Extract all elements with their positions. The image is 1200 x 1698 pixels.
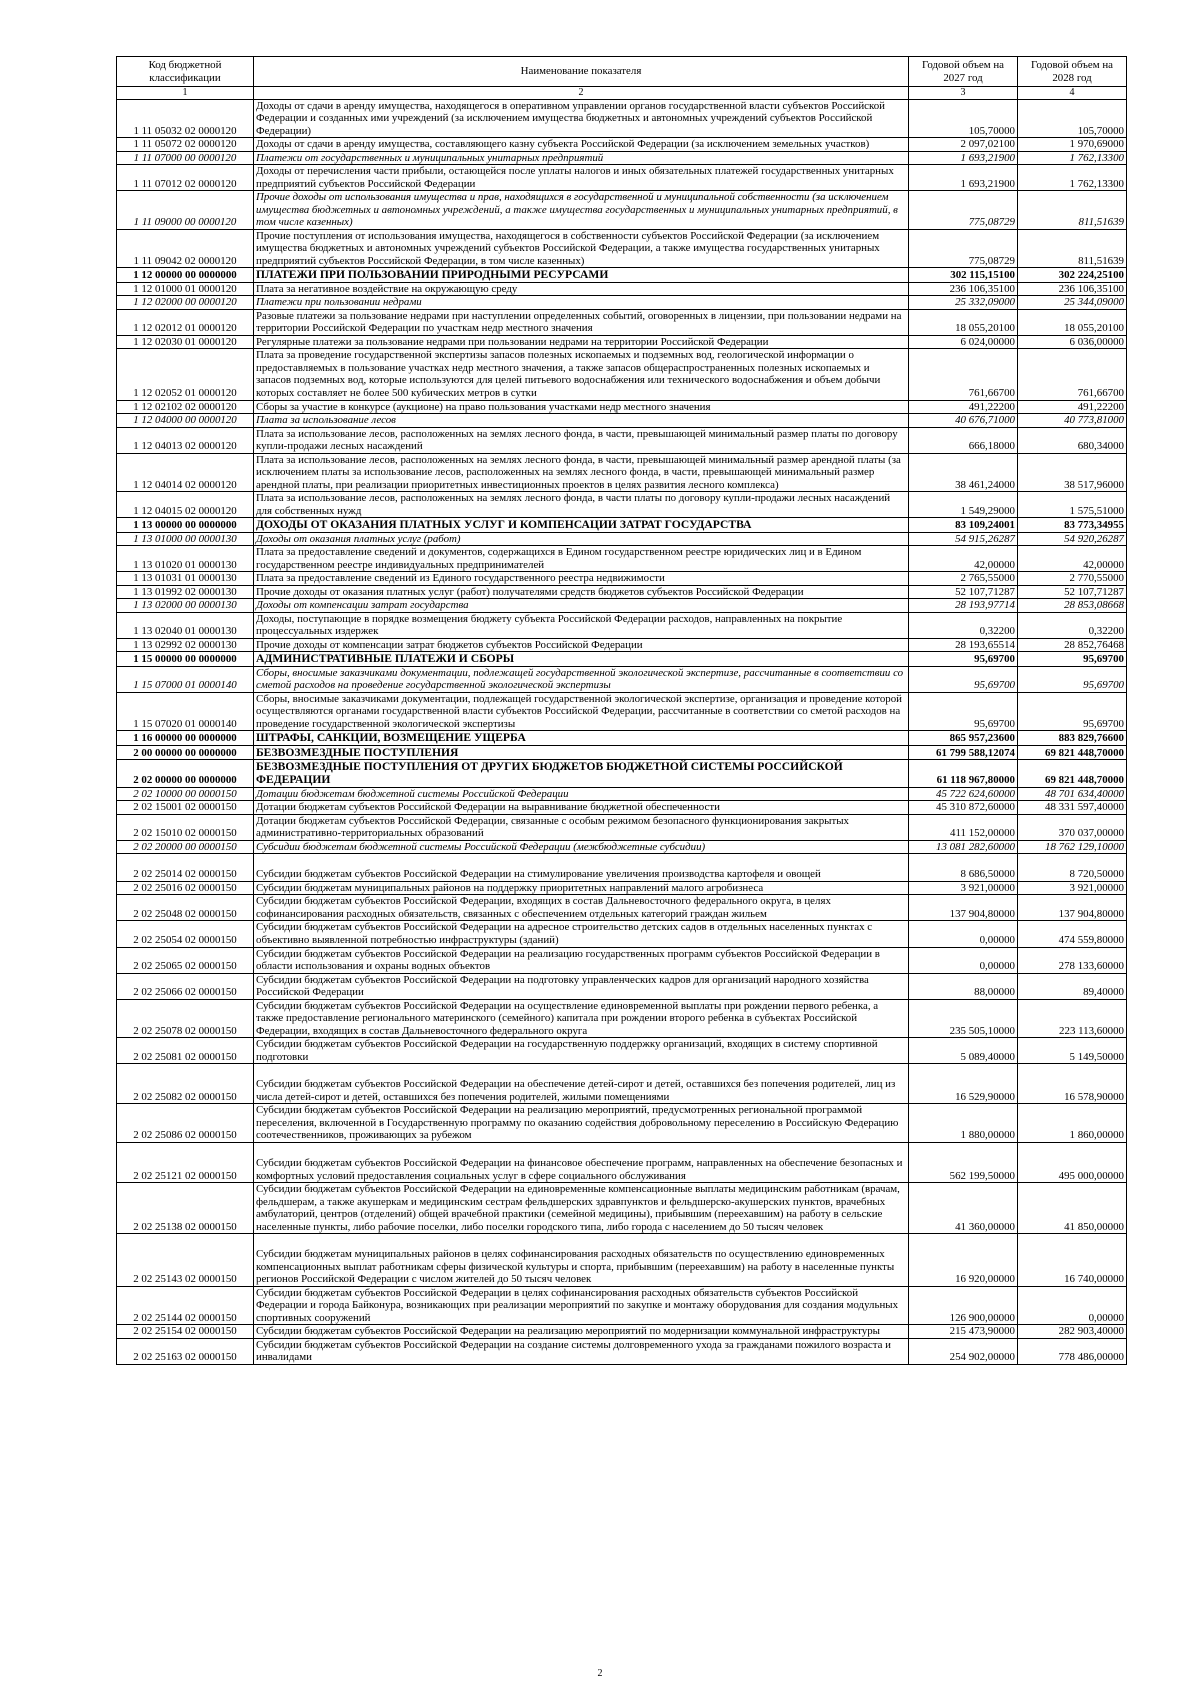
budget-code-cell: 2 02 25054 02 0000150 bbox=[117, 921, 254, 947]
value-2028-cell: 95,69700 bbox=[1018, 652, 1127, 666]
indicator-name-cell: Субсидии бюджетам субъектов Российской Федерации на создание системы долговременного ухода за гражданами пожилого возраста и инвалидами bbox=[254, 1338, 909, 1364]
budget-code-cell: 1 12 04014 02 0000120 bbox=[117, 453, 254, 492]
table-row bbox=[117, 760, 1127, 788]
budget-code-cell: 2 02 20000 00 0000150 bbox=[117, 840, 254, 854]
value-2028-cell: 282 903,40000 bbox=[1018, 1325, 1127, 1339]
value-2028-cell: 278 133,60000 bbox=[1018, 947, 1127, 973]
table-row bbox=[117, 296, 1127, 310]
value-2027-cell: 45 722 624,60000 bbox=[909, 787, 1018, 801]
table-row bbox=[117, 349, 1127, 400]
value-2027-cell: 61 799 588,12074 bbox=[909, 745, 1018, 759]
budget-code-cell: 1 12 02102 02 0000120 bbox=[117, 400, 254, 414]
indicator-name-cell: Прочие доходы от оказания платных услуг (работ) получателями средств бюджетов субъектов Российской Федерации bbox=[254, 585, 909, 599]
indicator-name-cell: Прочие доходы от компенсации затрат бюджетов субъектов Российской Федерации bbox=[254, 638, 909, 652]
table-row bbox=[117, 973, 1127, 999]
budget-code-cell: 2 02 25143 02 0000150 bbox=[117, 1234, 254, 1287]
value-2027-cell: 40 676,71000 bbox=[909, 414, 1018, 428]
budget-code-cell: 1 13 02000 00 0000130 bbox=[117, 599, 254, 613]
table-row bbox=[117, 638, 1127, 652]
table-row bbox=[117, 151, 1127, 165]
indicator-name-cell: ПЛАТЕЖИ ПРИ ПОЛЬЗОВАНИИ ПРИРОДНЫМИ РЕСУРСАМИ bbox=[254, 268, 909, 282]
table-row bbox=[117, 165, 1127, 191]
table-row bbox=[117, 1325, 1127, 1339]
indicator-name-cell: Разовые платежи за пользование недрами при наступлении определенных событий, оговоренных в лицензии, при пользовании недрами на территории Российской Федерации по участкам недр местного значения bbox=[254, 309, 909, 335]
budget-code-cell: 2 02 25163 02 0000150 bbox=[117, 1338, 254, 1364]
indicator-name-cell: Субсидии бюджетам субъектов Российской Федерации на обеспечение детей-сирот и детей, оставшихся без попечения родителей, лиц из числа детей-сирот и детей, оставшихся без попечения родителей, жилыми помещениями bbox=[254, 1064, 909, 1104]
table-row bbox=[117, 666, 1127, 692]
indicator-name-cell: Плата за использование лесов, расположенных на землях лесного фонда, в части, превышающей минимальный размер платы по договору купли-продажи лесных насаждений bbox=[254, 427, 909, 453]
value-2027-cell: 126 900,00000 bbox=[909, 1286, 1018, 1325]
value-2027-cell: 41 360,00000 bbox=[909, 1183, 1018, 1234]
header-2028: Годовой объем на 2028 год bbox=[1018, 57, 1127, 87]
value-2028-cell: 38 517,96000 bbox=[1018, 453, 1127, 492]
value-2028-cell: 42,00000 bbox=[1018, 546, 1127, 572]
value-2028-cell: 1 860,00000 bbox=[1018, 1104, 1127, 1143]
indicator-name-cell: Субсидии бюджетам субъектов Российской Федерации на реализацию государственных программ субъектов Российской Федерации в области использования и охраны водных объектов bbox=[254, 947, 909, 973]
indicator-name-cell: Доходы, поступающие в порядке возмещения бюджету субъекта Российской Федерации расходов, направленных на покрытие процессуальных издержек bbox=[254, 612, 909, 638]
table-row bbox=[117, 745, 1127, 759]
indicator-name-cell: Плата за негативное воздействие на окружающую среду bbox=[254, 282, 909, 296]
table-row bbox=[117, 585, 1127, 599]
table-row bbox=[117, 731, 1127, 745]
value-2028-cell: 3 921,00000 bbox=[1018, 881, 1127, 895]
budget-code-cell: 2 02 25081 02 0000150 bbox=[117, 1038, 254, 1064]
table-row bbox=[117, 282, 1127, 296]
indicator-name-cell: Сборы, вносимые заказчиками документации, подлежащей государственной экологической экспертизе, рассчитанные в соответствии со сметой расходов на проведение государственной экологической экспертизы bbox=[254, 666, 909, 692]
indicator-name-cell: Дотации бюджетам бюджетной системы Российской Федерации bbox=[254, 787, 909, 801]
budget-code-cell: 2 02 25138 02 0000150 bbox=[117, 1183, 254, 1234]
indicator-name-cell: Плата за использование лесов, расположенных на землях лесного фонда, в части, превышающей минимальный размер арендной платы (за исключением платы за использование лесов, расположенных на землях лесного фонда, в части, превышающей минимальный размер арендной платы, при реализации приоритетных инвестиционных проектов в целях развития лесного комплекса) bbox=[254, 453, 909, 492]
budget-code-cell: 2 02 00000 00 0000000 bbox=[117, 760, 254, 788]
value-2028-cell: 95,69700 bbox=[1018, 692, 1127, 731]
value-2027-cell: 491,22200 bbox=[909, 400, 1018, 414]
table-row bbox=[117, 414, 1127, 428]
value-2028-cell: 236 106,35100 bbox=[1018, 282, 1127, 296]
value-2028-cell: 2 770,55000 bbox=[1018, 572, 1127, 586]
indicator-name-cell: Субсидии бюджетам субъектов Российской Федерации на стимулирование увеличения производства картофеля и овощей bbox=[254, 854, 909, 882]
budget-code-cell: 1 12 04000 00 0000120 bbox=[117, 414, 254, 428]
value-2027-cell: 16 529,90000 bbox=[909, 1064, 1018, 1104]
budget-code-cell: 2 02 25016 02 0000150 bbox=[117, 881, 254, 895]
value-2027-cell: 775,08729 bbox=[909, 191, 1018, 230]
table-row bbox=[117, 546, 1127, 572]
budget-code-cell: 1 12 04015 02 0000120 bbox=[117, 492, 254, 518]
value-2027-cell: 865 957,23600 bbox=[909, 731, 1018, 745]
table-row bbox=[117, 268, 1127, 282]
header-row bbox=[117, 57, 1127, 87]
value-2027-cell: 761,66700 bbox=[909, 349, 1018, 400]
indicator-name-cell: Доходы от сдачи в аренду имущества, находящегося в оперативном управлении органов государственной власти субъектов Российской Федерации и созданных ими учреждений (за исключением имущества бюджетных и автономных учреждений субъектов Российской Федерации) bbox=[254, 99, 909, 138]
budget-code-cell: 1 12 04013 02 0000120 bbox=[117, 427, 254, 453]
table-row bbox=[117, 1064, 1127, 1104]
value-2028-cell: 16 578,90000 bbox=[1018, 1064, 1127, 1104]
value-2028-cell: 1 970,69000 bbox=[1018, 138, 1127, 152]
value-2027-cell: 215 473,90000 bbox=[909, 1325, 1018, 1339]
indicator-name-cell: Доходы от компенсации затрат государства bbox=[254, 599, 909, 613]
budget-code-cell: 1 13 01000 00 0000130 bbox=[117, 532, 254, 546]
indicator-name-cell: Субсидии бюджетам субъектов Российской Федерации, входящих в состав Дальневосточного федерального округа, в целях софинансирования расходных обязательств, связанных с обеспечением отдельных категорий граждан жильем bbox=[254, 895, 909, 921]
value-2027-cell: 666,18000 bbox=[909, 427, 1018, 453]
budget-code-cell: 1 12 02012 01 0000120 bbox=[117, 309, 254, 335]
column-number-2: 2 bbox=[254, 87, 909, 100]
budget-code-cell: 2 02 25086 02 0000150 bbox=[117, 1104, 254, 1143]
value-2027-cell: 13 081 282,60000 bbox=[909, 840, 1018, 854]
table-row bbox=[117, 1286, 1127, 1325]
header-2027: Годовой объем на 2027 год bbox=[909, 57, 1018, 87]
table-row bbox=[117, 1338, 1127, 1364]
value-2027-cell: 8 686,50000 bbox=[909, 854, 1018, 882]
value-2027-cell: 95,69700 bbox=[909, 652, 1018, 666]
value-2027-cell: 88,00000 bbox=[909, 973, 1018, 999]
indicator-name-cell: Регулярные платежи за пользование недрами при пользовании недрами на территории Российской Федерации bbox=[254, 335, 909, 349]
value-2028-cell: 474 559,80000 bbox=[1018, 921, 1127, 947]
value-2027-cell: 562 199,50000 bbox=[909, 1142, 1018, 1182]
value-2027-cell: 61 118 967,80000 bbox=[909, 760, 1018, 788]
budget-code-cell: 2 02 25065 02 0000150 bbox=[117, 947, 254, 973]
budget-code-cell: 1 12 02052 01 0000120 bbox=[117, 349, 254, 400]
table-row bbox=[117, 652, 1127, 666]
value-2027-cell: 42,00000 bbox=[909, 546, 1018, 572]
budget-code-cell: 2 02 25048 02 0000150 bbox=[117, 895, 254, 921]
value-2028-cell: 28 852,76468 bbox=[1018, 638, 1127, 652]
indicator-name-cell: Субсидии бюджетам муниципальных районов на поддержку приоритетных направлений малого агробизнеса bbox=[254, 881, 909, 895]
budget-code-cell: 2 02 25144 02 0000150 bbox=[117, 1286, 254, 1325]
value-2028-cell: 0,00000 bbox=[1018, 1286, 1127, 1325]
indicator-name-cell: Прочие доходы от использования имущества и прав, находящихся в государственной и муниципальной собственности (за исключением имущества бюджетных и автономных учреждений, а также имущества государственных и муниципальных унитарных предприятий, в том числе казенных) bbox=[254, 191, 909, 230]
indicator-name-cell: БЕЗВОЗМЕЗДНЫЕ ПОСТУПЛЕНИЯ bbox=[254, 745, 909, 759]
value-2028-cell: 69 821 448,70000 bbox=[1018, 745, 1127, 759]
value-2027-cell: 0,00000 bbox=[909, 947, 1018, 973]
budget-revenue-table bbox=[116, 56, 1127, 1365]
indicator-name-cell: Плата за предоставление сведений из Единого государственного реестра недвижимости bbox=[254, 572, 909, 586]
indicator-name-cell: Плата за проведение государственной экспертизы запасов полезных ископаемых и подземных вод, геологической информации о предоставляемых в пользование участках недр местного значения, а также запасов общераспространенных полезных ископаемых и запасов подземных вод, которые используются для целей питьевого водоснабжения или технического водоснабжения и объем добычи которых составляет не более 500 кубических метров в сутки bbox=[254, 349, 909, 400]
indicator-name-cell: Дотации бюджетам субъектов Российской Федерации, связанные с особым режимом безопасного функционирования закрытых административно-территориальных образований bbox=[254, 814, 909, 840]
value-2028-cell: 1 575,51000 bbox=[1018, 492, 1127, 518]
value-2028-cell: 69 821 448,70000 bbox=[1018, 760, 1127, 788]
value-2028-cell: 8 720,50000 bbox=[1018, 854, 1127, 882]
value-2028-cell: 18 055,20100 bbox=[1018, 309, 1127, 335]
value-2027-cell: 5 089,40000 bbox=[909, 1038, 1018, 1064]
budget-code-cell: 2 02 10000 00 0000150 bbox=[117, 787, 254, 801]
table-row bbox=[117, 229, 1127, 268]
value-2027-cell: 28 193,97714 bbox=[909, 599, 1018, 613]
indicator-name-cell: Плата за использование лесов bbox=[254, 414, 909, 428]
value-2028-cell: 0,32200 bbox=[1018, 612, 1127, 638]
budget-code-cell: 1 13 02992 02 0000130 bbox=[117, 638, 254, 652]
indicator-name-cell: Доходы от сдачи в аренду имущества, составляющего казну субъекта Российской Федерации (за исключением земельных участков) bbox=[254, 138, 909, 152]
column-number-1: 1 bbox=[117, 87, 254, 100]
budget-code-cell: 1 12 02000 00 0000120 bbox=[117, 296, 254, 310]
value-2028-cell: 48 331 597,40000 bbox=[1018, 801, 1127, 815]
table-row bbox=[117, 191, 1127, 230]
indicator-name-cell: Субсидии бюджетам субъектов Российской Федерации на единовременные компенсационные выплаты медицинским работникам (врачам, фельдшерам, а также акушеркам и медицинским сестрам фельдшерских здравпунктов и фельдшерско-акушерских пунктов, врачебных амбулаторий, центров (отделений) общей врачебной практики (семейной медицины), прибывшим (переехавшим) на работу в сельские населенные пункты, либо рабочие поселки, либо поселки городского типа, либо города с населением до 50 тысяч человек bbox=[254, 1183, 909, 1234]
value-2028-cell: 495 000,00000 bbox=[1018, 1142, 1127, 1182]
budget-code-cell: 1 13 00000 00 0000000 bbox=[117, 518, 254, 532]
indicator-name-cell: Плата за использование лесов, расположенных на землях лесного фонда, в части платы по договору купли-продажи лесных насаждений для собственных нужд bbox=[254, 492, 909, 518]
indicator-name-cell: Субсидии бюджетам субъектов Российской Федерации на государственную поддержку организаций, входящих в систему спортивной подготовки bbox=[254, 1038, 909, 1064]
budget-code-cell: 1 11 09042 02 0000120 bbox=[117, 229, 254, 268]
value-2027-cell: 38 461,24000 bbox=[909, 453, 1018, 492]
indicator-name-cell: Субсидии бюджетам субъектов Российской Федерации на адресное строительство детских садов в отдельных населенных пунктах с объективно выявленной потребностью инфраструктуры (зданий) bbox=[254, 921, 909, 947]
budget-code-cell: 1 12 00000 00 0000000 bbox=[117, 268, 254, 282]
indicator-name-cell: Субсидии бюджетам субъектов Российской Федерации на подготовку управленческих кадров для организаций народного хозяйства Российской Федерации bbox=[254, 973, 909, 999]
value-2027-cell: 1 693,21900 bbox=[909, 165, 1018, 191]
value-2027-cell: 137 904,80000 bbox=[909, 895, 1018, 921]
indicator-name-cell: Субсидии бюджетам бюджетной системы Российской Федерации (межбюджетные субсидии) bbox=[254, 840, 909, 854]
value-2028-cell: 137 904,80000 bbox=[1018, 895, 1127, 921]
value-2028-cell: 89,40000 bbox=[1018, 973, 1127, 999]
budget-code-cell: 2 02 25082 02 0000150 bbox=[117, 1064, 254, 1104]
indicator-name-cell: Плата за предоставление сведений и документов, содержащихся в Едином государственном реестре юридических лиц и в Едином государственном реестре индивидуальных предпринимателей bbox=[254, 546, 909, 572]
budget-code-cell: 2 02 25078 02 0000150 bbox=[117, 999, 254, 1038]
budget-code-cell: 1 11 09000 00 0000120 bbox=[117, 191, 254, 230]
indicator-name-cell: Субсидии бюджетам субъектов Российской Федерации на реализацию мероприятий по модернизации коммунальной инфраструктуры bbox=[254, 1325, 909, 1339]
indicator-name-cell: Дотации бюджетам субъектов Российской Федерации на выравнивание бюджетной обеспеченности bbox=[254, 801, 909, 815]
header-code: Код бюджетной классификации bbox=[117, 57, 254, 87]
value-2027-cell: 411 152,00000 bbox=[909, 814, 1018, 840]
table-row bbox=[117, 840, 1127, 854]
value-2027-cell: 302 115,15100 bbox=[909, 268, 1018, 282]
value-2028-cell: 811,51639 bbox=[1018, 229, 1127, 268]
value-2027-cell: 235 505,10000 bbox=[909, 999, 1018, 1038]
budget-code-cell: 1 15 07020 01 0000140 bbox=[117, 692, 254, 731]
value-2028-cell: 1 762,13300 bbox=[1018, 151, 1127, 165]
value-2028-cell: 105,70000 bbox=[1018, 99, 1127, 138]
budget-code-cell: 1 13 01992 02 0000130 bbox=[117, 585, 254, 599]
indicator-name-cell: Сборы, вносимые заказчиками документации, подлежащей государственной экологической экспертизе, организация и проведение которой осуществляются органами государственной власти субъектов Российской Федерации, рассчитанные в соответствии со сметой расходов на проведение государственной экологической экспертизы bbox=[254, 692, 909, 731]
budget-code-cell: 1 12 01000 01 0000120 bbox=[117, 282, 254, 296]
value-2028-cell: 491,22200 bbox=[1018, 400, 1127, 414]
budget-code-cell: 2 02 25121 02 0000150 bbox=[117, 1142, 254, 1182]
indicator-name-cell: Субсидии бюджетам субъектов Российской Федерации в целях софинансирования расходных обязательств субъектов Российской Федерации и города Байконура, возникающих при реализации мероприятий по закупке и монтажу оборудования для создания модульных спортивных сооружений bbox=[254, 1286, 909, 1325]
value-2027-cell: 254 902,00000 bbox=[909, 1338, 1018, 1364]
indicator-name-cell: Субсидии бюджетам муниципальных районов в целях софинансирования расходных обязательств по осуществлению единовременных компенсационных выплат работникам сферы физической культуры и спорта, прибывшим (переехавшим) на работу в населенные пункты регионов Российской Федерации с числом жителей до 50 тысяч человек bbox=[254, 1234, 909, 1287]
indicator-name-cell: Субсидии бюджетам субъектов Российской Федерации на осуществление единовременной выплаты при рождении первого ребенка, а также предоставление регионального материнского (семейного) капитала при рождении второго ребенка в субъектах Российской Федерации, входящих в состав Дальневосточного федерального округа bbox=[254, 999, 909, 1038]
value-2028-cell: 6 036,00000 bbox=[1018, 335, 1127, 349]
value-2028-cell: 48 701 634,40000 bbox=[1018, 787, 1127, 801]
indicator-name-cell: Прочие поступления от использования имущества, находящегося в собственности субъектов Российской Федерации (за исключением имущества бюджетных и автономных учреждений субъектов Российской Федерации, а также имущества государственных унитарных предприятий субъектов Российской Федерации, в том числе казенных) bbox=[254, 229, 909, 268]
table-row bbox=[117, 1234, 1127, 1287]
table-row bbox=[117, 599, 1127, 613]
table-row bbox=[117, 572, 1127, 586]
indicator-name-cell: Доходы от оказания платных услуг (работ) bbox=[254, 532, 909, 546]
value-2028-cell: 223 113,60000 bbox=[1018, 999, 1127, 1038]
value-2028-cell: 5 149,50000 bbox=[1018, 1038, 1127, 1064]
budget-code-cell: 1 15 07000 01 0000140 bbox=[117, 666, 254, 692]
budget-code-cell: 1 16 00000 00 0000000 bbox=[117, 731, 254, 745]
table-row bbox=[117, 532, 1127, 546]
budget-code-cell: 1 12 02030 01 0000120 bbox=[117, 335, 254, 349]
value-2027-cell: 0,32200 bbox=[909, 612, 1018, 638]
value-2027-cell: 25 332,09000 bbox=[909, 296, 1018, 310]
value-2028-cell: 1 762,13300 bbox=[1018, 165, 1127, 191]
table-row bbox=[117, 921, 1127, 947]
value-2028-cell: 83 773,34955 bbox=[1018, 518, 1127, 532]
column-number-3: 3 bbox=[909, 87, 1018, 100]
value-2028-cell: 41 850,00000 bbox=[1018, 1183, 1127, 1234]
table-row bbox=[117, 947, 1127, 973]
indicator-name-cell: ДОХОДЫ ОТ ОКАЗАНИЯ ПЛАТНЫХ УСЛУГ И КОМПЕНСАЦИИ ЗАТРАТ ГОСУДАРСТВА bbox=[254, 518, 909, 532]
column-number-row bbox=[117, 87, 1127, 100]
budget-code-cell: 1 13 01020 01 0000130 bbox=[117, 546, 254, 572]
value-2027-cell: 2 097,02100 bbox=[909, 138, 1018, 152]
budget-code-cell: 1 11 07000 00 0000120 bbox=[117, 151, 254, 165]
budget-code-cell: 2 02 15010 02 0000150 bbox=[117, 814, 254, 840]
budget-code-cell: 1 11 05032 02 0000120 bbox=[117, 99, 254, 138]
table-row bbox=[117, 427, 1127, 453]
budget-code-cell: 1 11 05072 02 0000120 bbox=[117, 138, 254, 152]
table-row bbox=[117, 453, 1127, 492]
table-row bbox=[117, 881, 1127, 895]
indicator-name-cell: Доходы от перечисления части прибыли, остающейся после уплаты налогов и иных обязательных платежей государственных унитарных предприятий субъектов Российской Федерации bbox=[254, 165, 909, 191]
value-2027-cell: 6 024,00000 bbox=[909, 335, 1018, 349]
table-row bbox=[117, 309, 1127, 335]
value-2028-cell: 811,51639 bbox=[1018, 191, 1127, 230]
value-2027-cell: 18 055,20100 bbox=[909, 309, 1018, 335]
value-2028-cell: 680,34000 bbox=[1018, 427, 1127, 453]
indicator-name-cell: Субсидии бюджетам субъектов Российской Федерации на финансовое обеспечение программ, направленных на обеспечение безопасных и комфортных условий предоставления социальных услуг в сфере социального обслуживания bbox=[254, 1142, 909, 1182]
value-2027-cell: 1 549,29000 bbox=[909, 492, 1018, 518]
indicator-name-cell: Сборы за участие в конкурсе (аукционе) на право пользования участками недр местного значения bbox=[254, 400, 909, 414]
indicator-name-cell: ШТРАФЫ, САНКЦИИ, ВОЗМЕЩЕНИЕ УЩЕРБА bbox=[254, 731, 909, 745]
budget-code-cell: 1 13 01031 01 0000130 bbox=[117, 572, 254, 586]
value-2027-cell: 54 915,26287 bbox=[909, 532, 1018, 546]
value-2027-cell: 3 921,00000 bbox=[909, 881, 1018, 895]
value-2027-cell: 95,69700 bbox=[909, 692, 1018, 731]
table-row bbox=[117, 895, 1127, 921]
value-2027-cell: 28 193,65514 bbox=[909, 638, 1018, 652]
table-row bbox=[117, 801, 1127, 815]
indicator-name-cell: АДМИНИСТРАТИВНЫЕ ПЛАТЕЖИ И СБОРЫ bbox=[254, 652, 909, 666]
table-row bbox=[117, 400, 1127, 414]
value-2028-cell: 16 740,00000 bbox=[1018, 1234, 1127, 1287]
budget-code-cell: 2 02 25014 02 0000150 bbox=[117, 854, 254, 882]
column-number-4: 4 bbox=[1018, 87, 1127, 100]
value-2028-cell: 25 344,09000 bbox=[1018, 296, 1127, 310]
value-2027-cell: 45 310 872,60000 bbox=[909, 801, 1018, 815]
table-row bbox=[117, 692, 1127, 731]
value-2028-cell: 95,69700 bbox=[1018, 666, 1127, 692]
value-2027-cell: 105,70000 bbox=[909, 99, 1018, 138]
value-2028-cell: 778 486,00000 bbox=[1018, 1338, 1127, 1364]
table-row bbox=[117, 1142, 1127, 1182]
value-2028-cell: 18 762 129,10000 bbox=[1018, 840, 1127, 854]
indicator-name-cell: Платежи при пользовании недрами bbox=[254, 296, 909, 310]
budget-code-cell: 2 02 15001 02 0000150 bbox=[117, 801, 254, 815]
indicator-name-cell: Платежи от государственных и муниципальных унитарных предприятий bbox=[254, 151, 909, 165]
budget-code-cell: 2 00 00000 00 0000000 bbox=[117, 745, 254, 759]
table-row bbox=[117, 1183, 1127, 1234]
table-row bbox=[117, 518, 1127, 532]
table-row bbox=[117, 138, 1127, 152]
table-row bbox=[117, 1038, 1127, 1064]
budget-code-cell: 2 02 25066 02 0000150 bbox=[117, 973, 254, 999]
value-2027-cell: 83 109,24001 bbox=[909, 518, 1018, 532]
header-name: Наименование показателя bbox=[254, 57, 909, 87]
table-row bbox=[117, 787, 1127, 801]
table-row bbox=[117, 814, 1127, 840]
value-2027-cell: 775,08729 bbox=[909, 229, 1018, 268]
value-2027-cell: 52 107,71287 bbox=[909, 585, 1018, 599]
value-2027-cell: 16 920,00000 bbox=[909, 1234, 1018, 1287]
budget-code-cell: 1 15 00000 00 0000000 bbox=[117, 652, 254, 666]
value-2027-cell: 236 106,35100 bbox=[909, 282, 1018, 296]
value-2027-cell: 2 765,55000 bbox=[909, 572, 1018, 586]
value-2027-cell: 1 880,00000 bbox=[909, 1104, 1018, 1143]
page-number: 2 bbox=[597, 1668, 603, 1679]
value-2027-cell: 1 693,21900 bbox=[909, 151, 1018, 165]
value-2028-cell: 52 107,71287 bbox=[1018, 585, 1127, 599]
value-2028-cell: 370 037,00000 bbox=[1018, 814, 1127, 840]
table-row bbox=[117, 612, 1127, 638]
value-2027-cell: 95,69700 bbox=[909, 666, 1018, 692]
value-2028-cell: 40 773,81000 bbox=[1018, 414, 1127, 428]
table-row bbox=[117, 492, 1127, 518]
value-2028-cell: 302 224,25100 bbox=[1018, 268, 1127, 282]
table-row bbox=[117, 999, 1127, 1038]
table-row bbox=[117, 1104, 1127, 1143]
indicator-name-cell: БЕЗВОЗМЕЗДНЫЕ ПОСТУПЛЕНИЯ ОТ ДРУГИХ БЮДЖЕТОВ БЮДЖЕТНОЙ СИСТЕМЫ РОССИЙСКОЙ ФЕДЕРАЦИИ bbox=[254, 760, 909, 788]
budget-code-cell: 2 02 25154 02 0000150 bbox=[117, 1325, 254, 1339]
budget-code-cell: 1 11 07012 02 0000120 bbox=[117, 165, 254, 191]
value-2027-cell: 0,00000 bbox=[909, 921, 1018, 947]
value-2028-cell: 883 829,76600 bbox=[1018, 731, 1127, 745]
value-2028-cell: 28 853,08668 bbox=[1018, 599, 1127, 613]
indicator-name-cell: Субсидии бюджетам субъектов Российской Федерации на реализацию мероприятий, предусмотренных региональной программой переселения, включенной в Государственную программу по оказанию содействия добровольному переселению в Российскую Федерацию соотечественников, проживающих за рубежом bbox=[254, 1104, 909, 1143]
budget-code-cell: 1 13 02040 01 0000130 bbox=[117, 612, 254, 638]
table-row bbox=[117, 99, 1127, 138]
value-2028-cell: 761,66700 bbox=[1018, 349, 1127, 400]
value-2028-cell: 54 920,26287 bbox=[1018, 532, 1127, 546]
table-row bbox=[117, 854, 1127, 882]
table-row bbox=[117, 335, 1127, 349]
